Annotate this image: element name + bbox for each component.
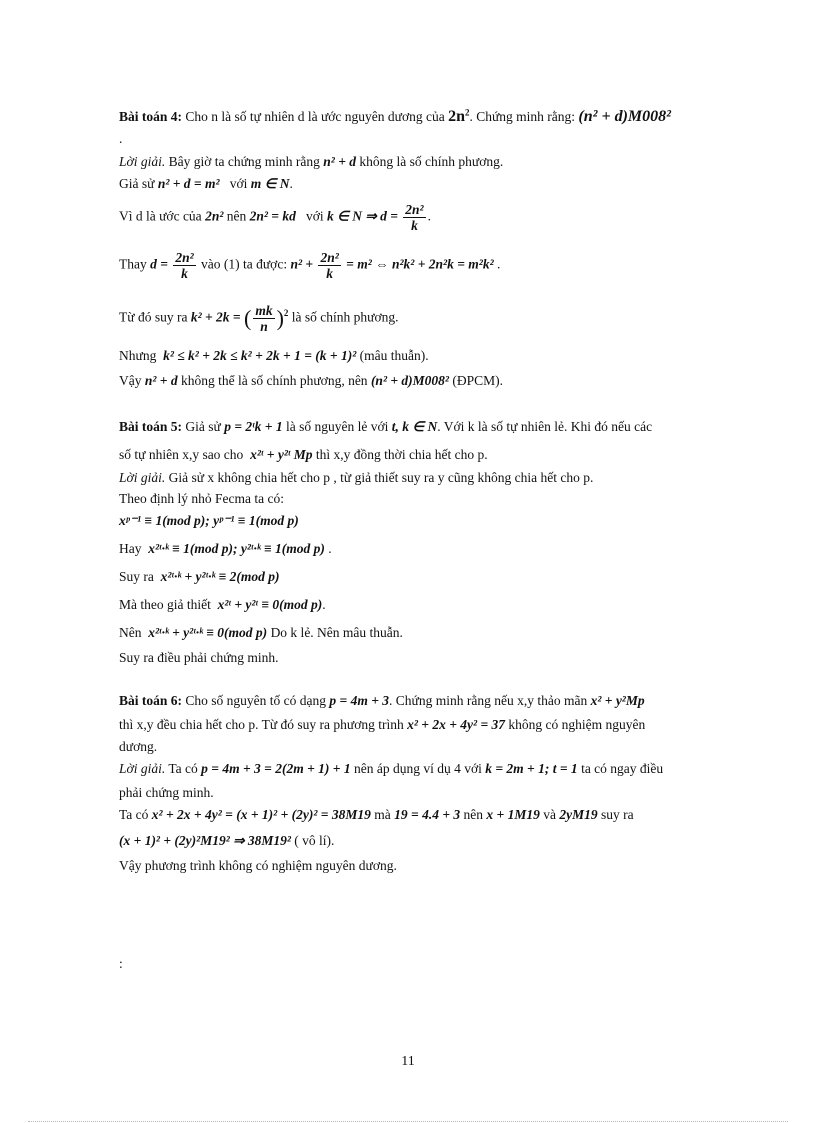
problem-6-solution-line-1: Lời giải. Ta có p = 4m + 3 = 2(2m + 1) + 1 nên áp dụng ví dụ 4 với k = 2m + 1; t = 1 ta có ngay điều xyxy=(119,761,664,776)
problem-4-title: Bài toán 4: xyxy=(119,109,183,124)
problem-4-dot: . xyxy=(119,131,123,146)
problem-4-solution-line-5: Từ đó suy ra k² + 2k = ( $\frac{mk}{n}$ )$^2$ là số chính phương. xyxy=(119,303,399,334)
problem-6-statement-line-3: dương. xyxy=(119,739,158,754)
problem-5-solution-line-5: Suy ra x²ᵗ·ᵏ + y²ᵗ·ᵏ ≡ 2(mod p) xyxy=(119,569,280,584)
problem-6-solution-line-4: (x + 1)² + (2y)²M19² ⇒ 38M19² ( vô lí). xyxy=(119,833,335,848)
problem-5-statement-line-2: số tự nhiên x,y sao cho x²ᵗ + y²ᵗ Mp thì x,y đồng thời chia hết cho p. xyxy=(119,447,488,462)
problem-6-solution-line-2: phải chứng minh. xyxy=(119,785,214,800)
problem-5-title: Bài toán 5: xyxy=(119,419,183,434)
problem-6-statement-line-1: Bài toán 6: Cho số nguyên tố có dạng p = 4m + 3. Chứng minh rằng nếu x,y thảo mãn x² + y²Mp xyxy=(119,693,645,708)
problem-5-solution-line-4: Hay x²ᵗ·ᵏ ≡ 1(mod p); y²ᵗ·ᵏ ≡ 1(mod p) . xyxy=(119,541,332,556)
problem-4-solution-line-1: Lời giải. Bây giờ ta chứng minh rằng n² + d không là số chính phương. xyxy=(119,154,504,169)
footer-divider xyxy=(28,1121,788,1122)
problem-5-statement-line-1: Bài toán 5: Giả sử p = 2ᵗk + 1 là số nguyên lẻ với t, k ∈ N. Với k là số tự nhiên lẻ. Khi đó nếu các xyxy=(119,419,653,434)
problem-5-solution-line-2: Theo định lý nhỏ Fecma ta có: xyxy=(119,491,284,506)
problem-5-solution-line-1: Lời giải. Giả sử x không chia hết cho p , từ giả thiết suy ra y cũng không chia hết cho p. xyxy=(119,470,594,485)
problem-6-solution-line-3: Ta có x² + 2x + 4y² = (x + 1)² + (2y)² = 38M19 mà 19 = 4.4 + 3 nên x + 1M19 và 2yM19 suy ra xyxy=(119,807,634,822)
problem-5-solution-line-3: xᵖ⁻¹ ≡ 1(mod p); yᵖ⁻¹ ≡ 1(mod p) xyxy=(119,513,299,528)
problem-4-solution-line-2: Giả sử n² + d = m² với m ∈ N. xyxy=(119,176,293,191)
problem-5-solution-line-8: Suy ra điều phải chứng minh. xyxy=(119,650,279,665)
page-number: 11 xyxy=(401,1054,415,1069)
stray-colon: : xyxy=(119,956,123,971)
problem-6-solution-line-5: Vậy phương trình không có nghiệm nguyên dương. xyxy=(119,858,397,873)
problem-4-solution-line-6: Nhưng k² ≤ k² + 2k ≤ k² + 2k + 1 = (k + 1)² (mâu thuẫn). xyxy=(119,348,429,363)
problem-4-statement: Bài toán 4: Cho n là số tự nhiên d là ước nguyên dương của $2n^2$. Chứng minh rằng: (n² + d)M008² xyxy=(119,107,671,125)
problem-6-title: Bài toán 6: xyxy=(119,693,183,708)
problem-4-solution-line-3: Vì d là ước của 2n² nên 2n² = kd với k ∈ N ⇒ d = $\frac{\text{2n²}}{k}$ . xyxy=(119,202,431,233)
problem-4-solution-line-7: Vậy n² + d không thể là số chính phương, nên (n² + d)M008² (ĐPCM). xyxy=(119,373,503,388)
problem-5-solution-line-7: Nên x²ᵗ·ᵏ + y²ᵗ·ᵏ ≡ 0(mod p) Do k lẻ. Nên mâu thuẫn. xyxy=(119,625,403,640)
problem-6-statement-line-2: thì x,y đều chia hết cho p. Từ đó suy ra phương trình x² + 2x + 4y² = 37 không có nghiệm nguyên xyxy=(119,717,646,732)
fraction-2n2-over-k: $\frac{\text{2n²}}{k}$ xyxy=(405,202,424,233)
problem-4-solution-line-4: Thay d = $\frac{\text{2n²}}{k}$ vào (1) ta được: n² + $\frac{\text{2n²}}{k}$ = m² ⇔ n²k² + 2n²k = m²k² . xyxy=(119,250,501,281)
problem-5-solution-line-6: Mà theo giả thiết x²ᵗ + y²ᵗ ≡ 0(mod p). xyxy=(119,597,326,612)
